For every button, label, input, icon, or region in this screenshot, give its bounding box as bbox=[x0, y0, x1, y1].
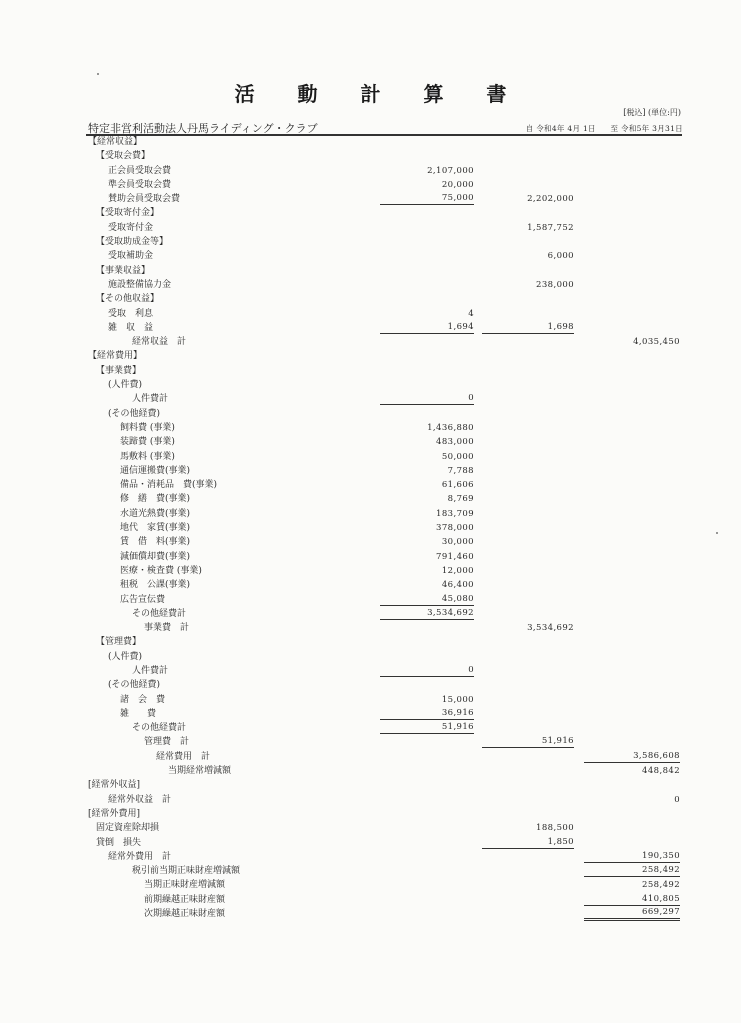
statement-row bbox=[0, 178, 741, 192]
row-label: (その他経費) bbox=[108, 680, 161, 691]
statement-row bbox=[0, 307, 741, 321]
statement-row bbox=[0, 778, 741, 792]
statement-row bbox=[0, 192, 741, 206]
amount-c1: 0 bbox=[380, 392, 474, 405]
amount-c3: 448,842 bbox=[642, 766, 680, 777]
statement-row bbox=[0, 721, 741, 735]
period-to: 至 令和5年 3月31日 bbox=[610, 124, 683, 133]
row-label: 経常外費用 計 bbox=[108, 851, 172, 862]
amount-c1: 30,000 bbox=[441, 537, 474, 548]
statement-row bbox=[0, 635, 741, 649]
amount-c1: 75,000 bbox=[380, 192, 474, 205]
statement-row bbox=[0, 464, 741, 478]
row-label: 税引前当期正味財産増減額 bbox=[132, 866, 241, 877]
amount-c3: 258,492 bbox=[642, 880, 680, 891]
row-label: 医療・検査費 (事業) bbox=[120, 565, 202, 576]
statement-row bbox=[0, 650, 741, 664]
statement-row bbox=[0, 621, 741, 635]
statement-row bbox=[0, 850, 741, 864]
row-label: 【受取寄付金】 bbox=[96, 208, 160, 219]
row-label: 事業費 計 bbox=[144, 623, 190, 634]
row-label: 賛助会員受取会費 bbox=[108, 194, 181, 205]
row-label: 馬敷料 (事業) bbox=[120, 451, 175, 462]
row-label: 減価償却費(事業) bbox=[120, 551, 191, 562]
statement-row bbox=[0, 221, 741, 235]
statement-row bbox=[0, 435, 741, 449]
statement-row bbox=[0, 821, 741, 835]
amount-c1: 378,000 bbox=[436, 523, 474, 534]
amount-c1: 3,534,692 bbox=[380, 607, 474, 620]
statement-row bbox=[0, 164, 741, 178]
row-label: 経常外収益 計 bbox=[108, 794, 172, 805]
amount-c2: 2,202,000 bbox=[527, 194, 574, 205]
amount-c1: 45,080 bbox=[380, 593, 474, 606]
row-label: 諸 会 費 bbox=[120, 694, 166, 705]
statement-row bbox=[0, 135, 741, 149]
statement-row bbox=[0, 836, 741, 850]
row-label: 受取寄付金 bbox=[108, 222, 154, 233]
row-label: 通信運搬費(事業) bbox=[120, 465, 191, 476]
row-label: 【事業費】 bbox=[96, 365, 142, 376]
amount-c1: 12,000 bbox=[441, 565, 474, 576]
row-label: 【事業収益】 bbox=[96, 265, 151, 276]
row-label: 広告宣伝費 bbox=[120, 594, 166, 605]
row-label: 【管理費】 bbox=[96, 637, 142, 648]
fiscal-period bbox=[526, 123, 683, 134]
statement-row bbox=[0, 235, 741, 249]
statement-row bbox=[0, 450, 741, 464]
row-label: 地代 家賃(事業) bbox=[120, 523, 191, 534]
statement-row bbox=[0, 264, 741, 278]
row-label: 準会員受取会費 bbox=[108, 179, 172, 190]
statement-row bbox=[0, 478, 741, 492]
amount-c1: 1,436,880 bbox=[427, 422, 474, 433]
statement-row bbox=[0, 364, 741, 378]
amount-c1: 15,000 bbox=[441, 694, 474, 705]
row-label: 雑 費 bbox=[120, 708, 157, 719]
statement-row bbox=[0, 421, 741, 435]
statement-row bbox=[0, 550, 741, 564]
statement-row bbox=[0, 292, 741, 306]
row-label: 当期正味財産増減額 bbox=[144, 880, 226, 891]
statement-row bbox=[0, 750, 741, 764]
statement-row bbox=[0, 378, 741, 392]
row-label: その他経費計 bbox=[132, 723, 187, 734]
amount-c2: 3,534,692 bbox=[527, 623, 574, 634]
statement-row bbox=[0, 878, 741, 892]
row-label: 経常収益 計 bbox=[132, 337, 187, 348]
amount-c1: 1,694 bbox=[380, 321, 474, 334]
statement-row bbox=[0, 407, 741, 421]
statement-row bbox=[0, 678, 741, 692]
row-label: [経常外収益] bbox=[88, 780, 141, 791]
amount-c3: 4,035,450 bbox=[633, 337, 680, 348]
row-label: 貸倒 損失 bbox=[96, 837, 142, 848]
amount-c1: 4 bbox=[468, 308, 474, 319]
amount-c1: 7,788 bbox=[447, 465, 474, 476]
amount-c1: 483,000 bbox=[436, 437, 474, 448]
row-label: 経常費用 計 bbox=[156, 751, 211, 762]
amount-c1: 20,000 bbox=[441, 179, 474, 190]
amount-c1: 51,916 bbox=[380, 721, 474, 734]
statement-row bbox=[0, 593, 741, 607]
statement-row bbox=[0, 564, 741, 578]
amount-c2: 1,850 bbox=[482, 836, 574, 849]
amount-c2: 1,587,752 bbox=[527, 222, 574, 233]
row-label: 飼料費 (事業) bbox=[120, 422, 175, 433]
row-label: 【受取助成金等】 bbox=[96, 237, 169, 248]
statement-row bbox=[0, 507, 741, 521]
row-label: (その他経費) bbox=[108, 408, 161, 419]
amount-c1: 0 bbox=[380, 664, 474, 677]
statement-row bbox=[0, 335, 741, 349]
scan-speck bbox=[716, 532, 718, 534]
statement-row bbox=[0, 521, 741, 535]
row-label: 人件費計 bbox=[132, 394, 169, 405]
amount-c3: 190,350 bbox=[584, 850, 680, 863]
statement-row bbox=[0, 206, 741, 220]
amount-c2: 6,000 bbox=[547, 251, 574, 262]
statement-row bbox=[0, 578, 741, 592]
row-label: 施設整備協力金 bbox=[108, 279, 172, 290]
amount-c1: 791,460 bbox=[436, 551, 474, 562]
statement-row bbox=[0, 149, 741, 163]
amount-c1: 46,400 bbox=[441, 580, 474, 591]
scan-speck bbox=[97, 73, 99, 75]
statement-row bbox=[0, 735, 741, 749]
statement-row bbox=[0, 278, 741, 292]
amount-c3: 0 bbox=[674, 794, 680, 805]
statement-row bbox=[0, 664, 741, 678]
statement-row bbox=[0, 535, 741, 549]
row-label: 当期経常増減額 bbox=[168, 766, 232, 777]
statement-row bbox=[0, 349, 741, 363]
amount-c1: 50,000 bbox=[441, 451, 474, 462]
statement-row bbox=[0, 492, 741, 506]
statement-row bbox=[0, 392, 741, 406]
amount-c1: 183,709 bbox=[436, 508, 474, 519]
row-label: (人件費) bbox=[108, 651, 143, 662]
row-label: その他経費計 bbox=[132, 608, 187, 619]
row-label: 備品・消耗品 費(事業) bbox=[120, 480, 218, 491]
amount-c1: 36,916 bbox=[380, 707, 474, 720]
amount-c3: 258,492 bbox=[584, 864, 680, 877]
amount-c3: 3,586,608 bbox=[584, 750, 680, 763]
document-title: 活 動 計 算 書 bbox=[234, 82, 525, 106]
organization-name: 特定非営利活動法人丹馬ライディング・クラブ bbox=[88, 122, 318, 135]
row-label: 【経常費用】 bbox=[88, 351, 143, 362]
amount-c1: 61,606 bbox=[441, 480, 474, 491]
tax-unit-note: [税込] (単位:円) bbox=[623, 108, 681, 117]
row-label: 受取補助金 bbox=[108, 251, 154, 262]
statement-row bbox=[0, 793, 741, 807]
row-label: [経常外費用] bbox=[88, 808, 141, 819]
row-label: 受取 利息 bbox=[108, 308, 154, 319]
amount-c3: 669,297 bbox=[584, 907, 680, 921]
amount-c3: 410,805 bbox=[584, 893, 680, 906]
row-label: 固定資産除却損 bbox=[96, 823, 160, 834]
row-label: 正会員受取会費 bbox=[108, 165, 172, 176]
row-label: 人件費計 bbox=[132, 665, 169, 676]
row-label: 雑 収 益 bbox=[108, 322, 154, 333]
statement-row bbox=[0, 864, 741, 878]
row-label: 装蹄費 (事業) bbox=[120, 437, 175, 448]
statement-table bbox=[0, 135, 741, 921]
amount-c2: 51,916 bbox=[482, 735, 574, 748]
statement-row bbox=[0, 607, 741, 621]
row-label: 【経常収益】 bbox=[88, 137, 143, 147]
row-label: 租税 公課(事業) bbox=[120, 580, 191, 591]
statement-row bbox=[0, 707, 741, 721]
row-label: 【受取会費】 bbox=[96, 151, 151, 162]
row-label: 水道光熱費(事業) bbox=[120, 508, 191, 519]
amount-c1: 8,769 bbox=[447, 494, 474, 505]
statement-row bbox=[0, 693, 741, 707]
statement-row bbox=[0, 249, 741, 263]
row-label: 【その他収益】 bbox=[96, 294, 160, 305]
amount-c1: 2,107,000 bbox=[427, 165, 474, 176]
amount-c2: 188,500 bbox=[536, 823, 574, 834]
row-label: 次期繰越正味財産額 bbox=[144, 909, 226, 920]
row-label: (人件費) bbox=[108, 380, 143, 391]
statement-row bbox=[0, 807, 741, 821]
row-label: 賃 借 料(事業) bbox=[120, 537, 191, 548]
amount-c2: 1,698 bbox=[482, 321, 574, 334]
row-label: 修 繕 費(事業) bbox=[120, 494, 191, 505]
statement-row bbox=[0, 907, 741, 921]
amount-c2: 238,000 bbox=[536, 279, 574, 290]
row-label: 管理費 計 bbox=[144, 737, 190, 748]
statement-row bbox=[0, 893, 741, 907]
statement-row bbox=[0, 764, 741, 778]
statement-row bbox=[0, 321, 741, 335]
period-from: 自 令和4年 4月 1日 bbox=[525, 124, 596, 133]
row-label: 前期繰越正味財産額 bbox=[144, 894, 226, 905]
